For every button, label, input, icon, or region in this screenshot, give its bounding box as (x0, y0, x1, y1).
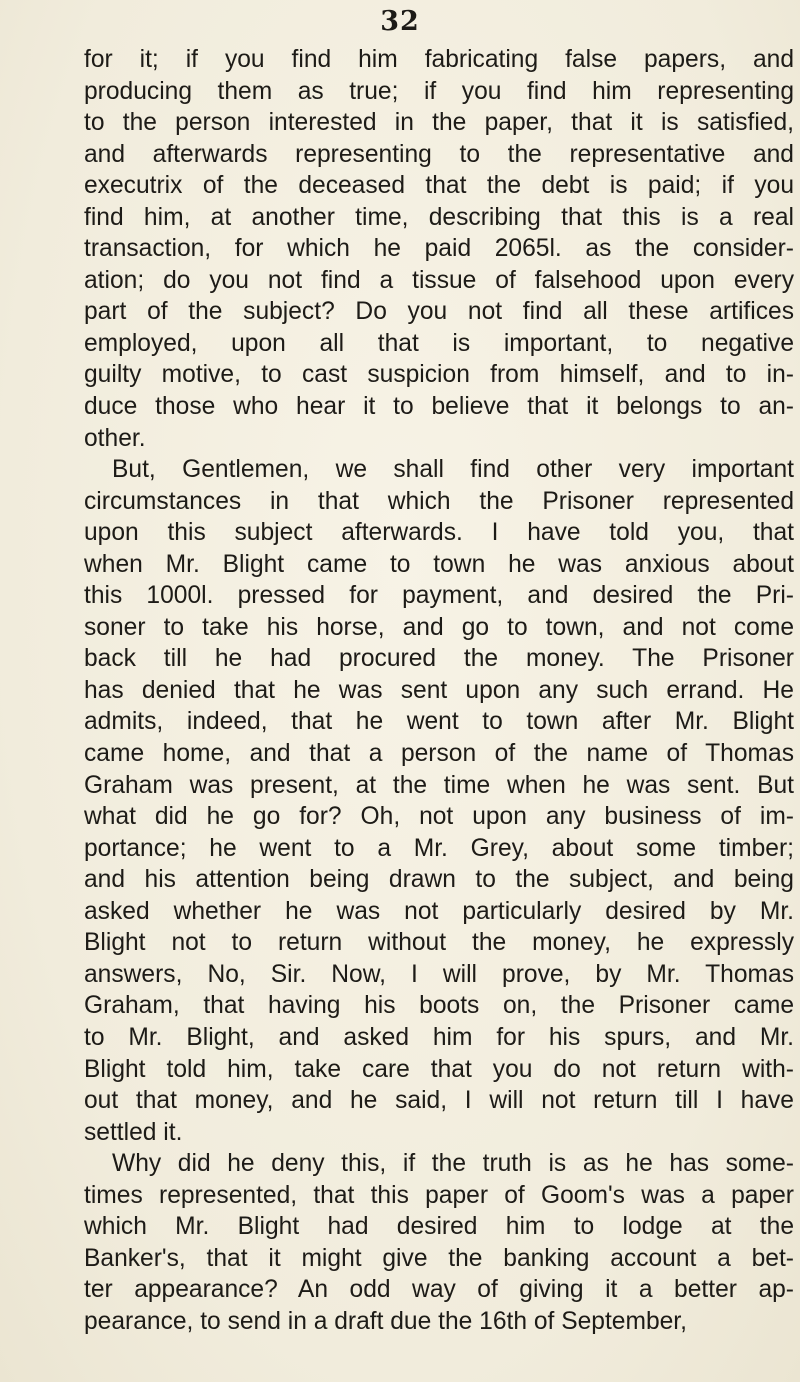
text-line: guilty motive, to cast suspicion from himself, and to in- (84, 361, 794, 389)
text-line: Banker's, that it might give the banking account a bet- (84, 1244, 794, 1272)
text-line: Why did he deny this, if the truth is as he has some- (112, 1150, 794, 1178)
text-line: which Mr. Blight had desired him to lodge at the (84, 1213, 794, 1241)
text-line: Graham, that having his boots on, the Prisoner came (84, 992, 794, 1020)
text-line: soner to take his horse, and go to town, and not come (84, 613, 794, 641)
text-line: asked whether he was not particularly desired by Mr. (84, 897, 794, 925)
text-line: to Mr. Blight, and asked him for his spurs, and Mr. (84, 1023, 794, 1051)
text-line: find him, at another time, describing that this is a real (84, 203, 794, 231)
text-line: back till he had procured the money. The Prisoner (84, 645, 794, 673)
text-line: out that money, and he said, I will not return till I have (84, 1087, 794, 1115)
text-line: transaction, for which he paid 2065l. as the consider- (84, 235, 794, 263)
text-line: other. (84, 424, 146, 452)
text-line: duce those who hear it to believe that it belongs to an- (84, 393, 794, 421)
text-line: upon this subject afterwards. I have told you, that (84, 519, 794, 547)
text-line: portance; he went to a Mr. Grey, about some timber; (84, 834, 794, 862)
text-line: and afterwards representing to the representative and (84, 140, 794, 168)
text-line: and his attention being drawn to the subject, and being (84, 866, 794, 894)
body-text (84, 44, 794, 1337)
paragraph-p2 (84, 454, 794, 1148)
text-line: producing them as true; if you find him representing (84, 77, 794, 105)
text-line: came home, and that a person of the name of Thomas (84, 740, 794, 768)
text-line: employed, upon all that is important, to negative (84, 329, 794, 357)
text-line: what did he go for? Oh, not upon any business of im- (84, 803, 794, 831)
paragraph-p3 (84, 1148, 794, 1337)
text-line: Blight told him, take care that you do not return with- (84, 1055, 794, 1083)
text-line: for it; if you find him fabricating false papers, and (84, 46, 794, 73)
text-line: times represented, that this paper of Goom's was a paper (84, 1181, 794, 1209)
text-line: this 1000l. pressed for payment, and desired the Pri- (84, 582, 794, 610)
text-line: executrix of the deceased that the debt is paid; if you (84, 172, 794, 200)
text-line: admits, indeed, that he went to town after Mr. Blight (84, 708, 794, 736)
text-line: part of the subject? Do you not find all these artifices (84, 298, 794, 326)
text-line: Graham was present, at the time when he was sent. But (84, 771, 794, 799)
text-line: Blight not to return without the money, he expressly (84, 929, 794, 957)
text-line: answers, No, Sir. Now, I will prove, by Mr. Thomas (84, 960, 794, 988)
text-line: to the person interested in the paper, that it is satisfied, (84, 109, 794, 137)
text-line: has denied that he was sent upon any such errand. He (84, 676, 794, 704)
text-line: pearance, to send in a draft due the 16th of September, (84, 1307, 687, 1335)
text-line: when Mr. Blight came to town he was anxious about (84, 550, 794, 578)
text-line: ter appearance? An odd way of giving it a better ap- (84, 1276, 794, 1304)
paragraph-p1 (84, 44, 794, 454)
text-line: circumstances in that which the Prisoner represented (84, 487, 794, 515)
page-number: 32 (380, 6, 420, 37)
text-line: But, Gentlemen, we shall find other very important (112, 456, 794, 484)
text-line: settled it. (84, 1118, 183, 1146)
text-line: ation; do you not find a tissue of falsehood upon every (84, 266, 794, 294)
